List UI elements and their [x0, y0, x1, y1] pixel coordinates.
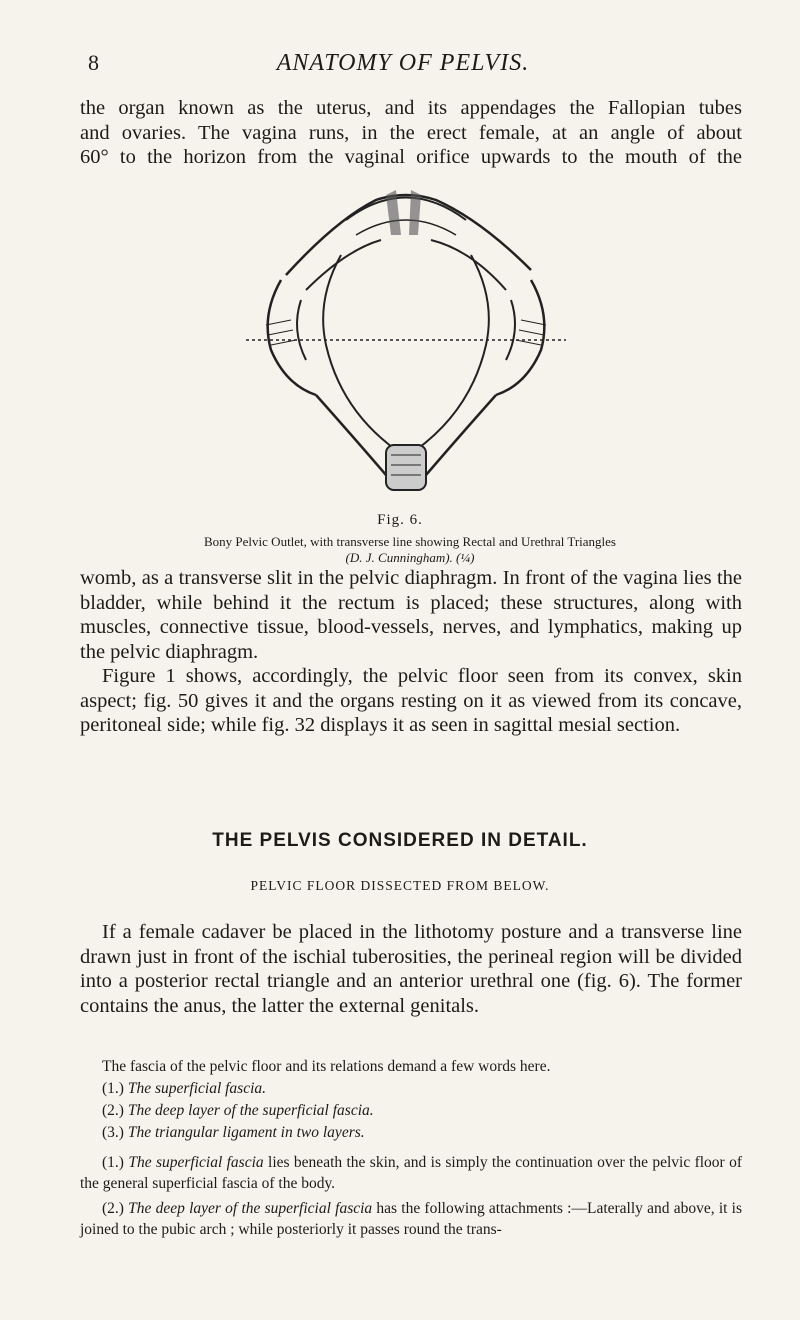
para-italic: The deep layer of the superficial fascia: [128, 1200, 373, 1217]
figure-label: Fig. 6.: [377, 512, 423, 528]
item-number: (2.): [102, 1102, 124, 1119]
figure-caption: [90, 534, 730, 566]
para-number: (2.): [102, 1200, 124, 1217]
paragraph: Figure 1 shows, accordingly, the pelvic floor seen from its convex, skin aspect; fig. 50 gives it and the organs resting on it as viewed from its concave, peritoneal side; while fig. 32 displays it as seen in sagittal mesial section.: [80, 665, 742, 736]
top-paragraph: [80, 96, 742, 170]
para-rest: lies beneath the skin, and is simply the continuation over the pelvic floor of the general superficial fascia of the body.: [80, 1154, 742, 1192]
caption-line: Bony Pelvic Outlet, with transverse line showing Rectal and Urethral Triangles: [204, 534, 616, 549]
item-text: The superficial fascia.: [127, 1080, 267, 1097]
list-item: [102, 1100, 374, 1122]
page-header: [78, 50, 728, 84]
para-number: (1.): [102, 1154, 124, 1171]
section-title: THE PELVIS CONSIDERED IN DETAIL.: [212, 830, 588, 851]
item-text: The deep layer of the superficial fascia.: [127, 1102, 374, 1119]
fascia-list: [102, 1078, 374, 1144]
fascia-paragraph-1: [80, 1152, 742, 1194]
pubic-arch-top: [346, 198, 466, 221]
running-title: ANATOMY OF PELVIS.: [276, 50, 530, 76]
fascia-intro: The fascia of the pelvic floor and its relations demand a few words here.: [102, 1058, 551, 1075]
item-number: (1.): [102, 1080, 124, 1097]
para-rest: has the following attachments :—Laterally and above, it is joined to the pubic arch ; while posteriorly it passes round the trans-: [80, 1200, 742, 1238]
detail-paragraph: If a female cadaver be placed in the lithotomy posture and a transverse line drawn just in front of the ischial tuberosities, the perineal region will be divided into a posterior rectal triangle and an anterior urethral one (fig. 6). The former contains the anus, the latter the external genitals.: [80, 921, 742, 1017]
caption-line: (D. J. Cunningham). (¼): [345, 550, 475, 565]
subsection-title: PELVIC FLOOR DISSECTED FROM BELOW.: [250, 878, 550, 893]
pelvic-outlet-illustration: [246, 180, 566, 510]
list-item: [102, 1078, 374, 1100]
list-item: [102, 1122, 374, 1144]
page-number: 8: [88, 50, 99, 75]
para-italic: The superficial fascia: [128, 1154, 264, 1171]
item-number: (3.): [102, 1124, 124, 1141]
item-text: The triangular ligament in two layers.: [127, 1124, 365, 1141]
text-line: and ovaries. The vagina runs, in the erect female, at an angle of about: [80, 121, 742, 144]
fascia-paragraph-2: [80, 1198, 742, 1240]
middle-text: [80, 566, 742, 738]
text-line: 60° to the horizon from the vaginal orifice upwards to the mouth of the: [80, 146, 742, 168]
text-line: the organ known as the uterus, and its appendages the Fallopian tubes: [80, 97, 742, 119]
paragraph: womb, as a transverse slit in the pelvic diaphragm. In front of the vagina lies the bladder, while behind it the rectum is placed; these structures, along with muscles, connective tissue, blood-vessels, nerves, and lymphatics, making up the pelvic diaphragm.: [80, 567, 742, 663]
